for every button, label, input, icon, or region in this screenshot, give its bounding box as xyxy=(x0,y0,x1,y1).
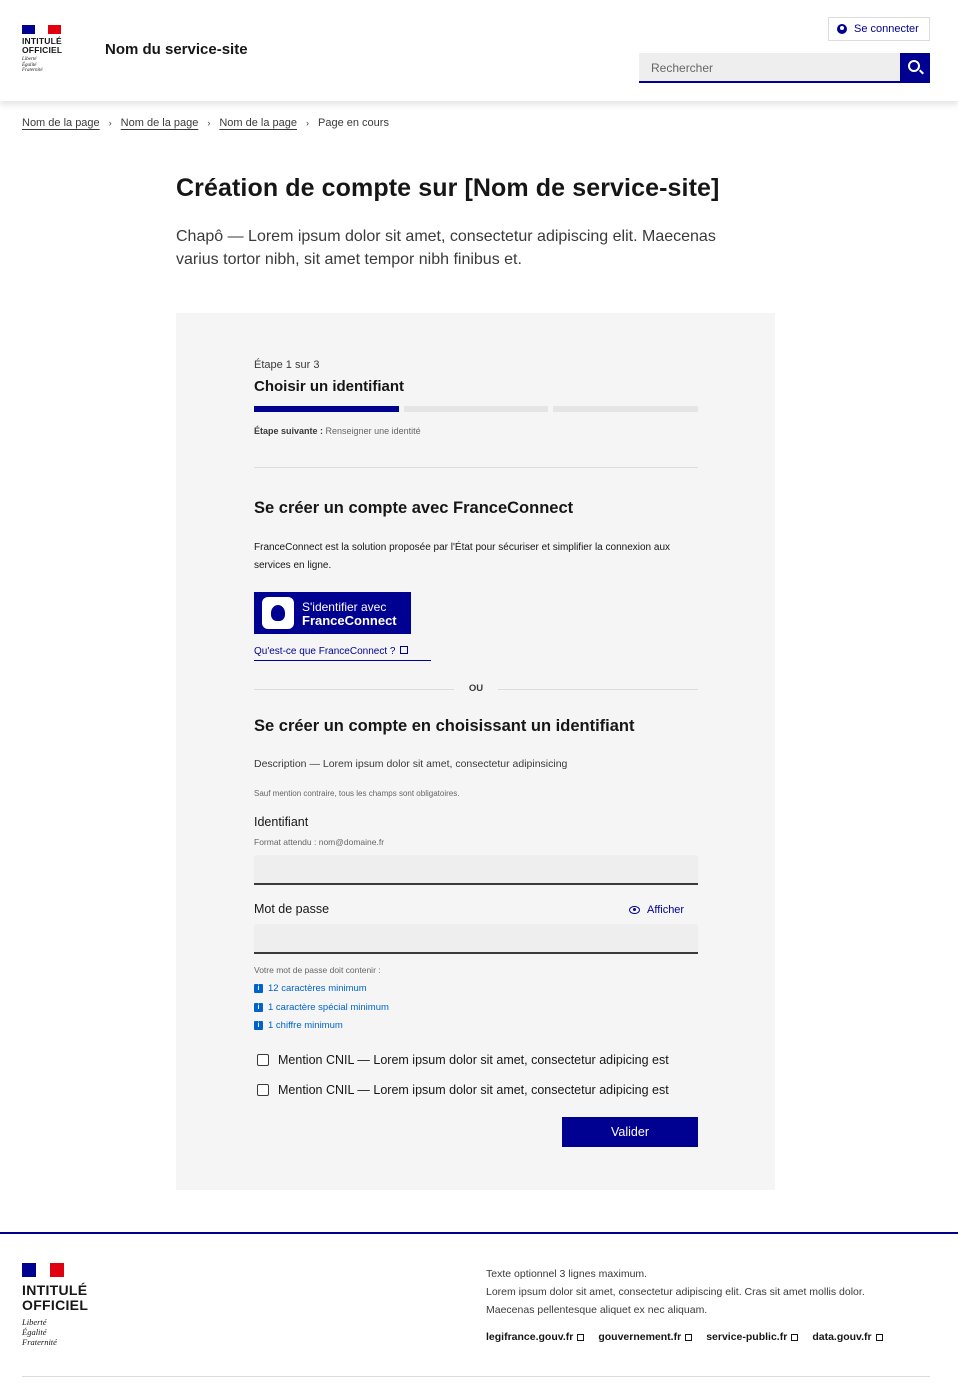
marianne-flag-icon xyxy=(22,25,61,34)
franceconnect-logo-icon xyxy=(262,597,294,629)
breadcrumb-current: Page en cours xyxy=(318,117,389,129)
password-rule-text: 1 chiffre minimum xyxy=(268,1020,343,1031)
footer-institution xyxy=(22,1283,88,1313)
eye-icon xyxy=(629,906,640,914)
motto-line: Liberté xyxy=(22,57,37,62)
franceconnect-heading: Se créer un compte avec FranceConnect xyxy=(254,499,574,517)
footer-links xyxy=(486,1331,897,1343)
footer-link-label: legifrance.gouv.fr xyxy=(486,1331,574,1343)
stepper-title: Choisir un identifiant xyxy=(254,378,404,395)
info-icon: i xyxy=(254,1003,263,1012)
stepper-next xyxy=(254,426,421,436)
divider xyxy=(254,689,454,690)
franceconnect-button-line1: S'identifier avec xyxy=(302,600,387,614)
footer-top-border xyxy=(0,1232,958,1234)
footer-motto xyxy=(22,1317,57,1347)
motto-line: Égalité xyxy=(22,1327,47,1337)
footer-text-line: Texte optionnel 3 lignes maximum. xyxy=(486,1268,648,1280)
site-header xyxy=(0,0,958,101)
breadcrumb-link[interactable]: Nom de la page xyxy=(22,117,100,129)
cnil-checkbox-label: Mention CNIL — Lorem ipsum dolor sit amet, consectetur adipicing est xyxy=(278,1053,669,1067)
footer-bottom-divider xyxy=(22,1376,930,1377)
external-link-icon xyxy=(400,646,408,654)
chevron-right-icon: › xyxy=(108,118,112,128)
external-link-icon xyxy=(876,1334,883,1341)
footer-text xyxy=(486,1265,926,1319)
form-heading: Se créer un compte en choisissant un identifiant xyxy=(254,717,635,735)
footer-link-legifrance[interactable] xyxy=(486,1331,584,1343)
institution-line: OFFICIEL xyxy=(22,1297,89,1313)
checkbox-box[interactable] xyxy=(257,1084,269,1096)
show-password-label: Afficher xyxy=(647,904,685,916)
separator-label: OU xyxy=(468,683,484,694)
stepper-segment xyxy=(404,406,549,412)
page-title: Création de compte sur [Nom de service-site] xyxy=(176,174,720,202)
franceconnect-button[interactable] xyxy=(254,592,411,634)
institution-line: INTITULÉ xyxy=(22,36,62,46)
footer-text-line: Lorem ipsum dolor sit amet, consectetur adipiscing elit. Cras sit amet mollis dolor. xyxy=(486,1286,865,1298)
chevron-right-icon: › xyxy=(306,118,310,128)
external-link-icon xyxy=(791,1334,798,1341)
stepper-count: Étape 1 sur 3 xyxy=(254,359,320,371)
info-icon: i xyxy=(254,984,263,993)
identifier-hint: Format attendu : nom@domaine.fr xyxy=(254,837,385,847)
search-button[interactable] xyxy=(900,53,930,83)
external-link-icon xyxy=(685,1334,692,1341)
login-label: Se connecter xyxy=(854,23,919,35)
stepper-next-value: Renseigner une identité xyxy=(325,426,421,436)
motto-line: Fraternité xyxy=(22,1337,57,1347)
cnil-checkbox-label: Mention CNIL — Lorem ipsum dolor sit amet, consectetur adipicing est xyxy=(278,1083,669,1097)
franceconnect-text: FranceConnect est la solution proposée par l'État pour sécuriser et simplifier la connexion aux services en ligne. xyxy=(254,542,671,571)
login-button[interactable] xyxy=(828,17,930,41)
franceconnect-info-link[interactable] xyxy=(254,646,431,661)
header-motto xyxy=(22,57,43,74)
user-icon xyxy=(837,24,847,34)
external-link-icon xyxy=(577,1334,584,1341)
header-institution xyxy=(22,37,62,55)
breadcrumb xyxy=(22,117,389,129)
identifier-label: Identifiant xyxy=(254,815,309,829)
page-lead: Chapô — Lorem ipsum dolor sit amet, consectetur adipiscing elit. Maecenas varius tortor nibh, sit amet tempor nibh finibus et. xyxy=(176,228,716,268)
institution-line: OFFICIEL xyxy=(22,45,63,55)
stepper-segment xyxy=(553,406,698,412)
divider xyxy=(498,689,698,690)
footer-link-service-public[interactable] xyxy=(706,1331,798,1343)
footer-link-label: gouvernement.fr xyxy=(598,1331,682,1343)
password-input[interactable] xyxy=(254,924,698,954)
password-rule-text: 12 caractères minimum xyxy=(268,983,367,994)
info-icon: i xyxy=(254,1021,263,1030)
motto-line: Égalité xyxy=(22,62,37,68)
password-label: Mot de passe xyxy=(254,902,330,916)
footer-text-line: Maecenas pellentesque aliquet ex nec aliquam. xyxy=(486,1304,708,1316)
identifier-input[interactable] xyxy=(254,855,698,885)
cnil-checkbox[interactable] xyxy=(257,1083,669,1097)
cnil-checkbox[interactable] xyxy=(257,1053,669,1067)
stepper-segment xyxy=(254,406,399,412)
password-rule xyxy=(254,1020,343,1031)
password-rules-intro: Votre mot de passe doit contenir : xyxy=(254,965,381,975)
checkbox-box[interactable] xyxy=(257,1054,269,1066)
mandatory-notice: Sauf mention contraire, tous les champs sont obligatoires. xyxy=(254,789,460,798)
institution-line: INTITULÉ xyxy=(22,1282,88,1298)
password-rule-text: 1 caractère spécial minimum xyxy=(268,1002,389,1013)
marianne-flag-icon xyxy=(22,1263,64,1277)
breadcrumb-link[interactable]: Nom de la page xyxy=(120,117,199,129)
breadcrumb-link[interactable]: Nom de la page xyxy=(219,117,298,129)
footer-link-data-gouv[interactable] xyxy=(812,1331,882,1343)
franceconnect-info-label: Qu'est-ce que FranceConnect ? xyxy=(254,646,396,657)
motto-line: Fraternité xyxy=(22,68,43,73)
service-name-link[interactable]: Nom du service-site xyxy=(105,41,248,58)
chevron-right-icon: › xyxy=(207,118,211,128)
form-description: Description — Lorem ipsum dolor sit amet, consectetur adipinsicing xyxy=(254,758,568,770)
search-input[interactable]: Rechercher xyxy=(639,53,900,83)
password-rule xyxy=(254,1002,389,1013)
divider xyxy=(254,467,698,468)
footer-link-label: service-public.fr xyxy=(706,1331,788,1343)
motto-line: Liberté xyxy=(22,1317,47,1327)
stepper-next-label: Étape suivante : xyxy=(254,426,324,436)
show-password-toggle[interactable] xyxy=(629,904,684,916)
footer-link-gouvernement[interactable] xyxy=(598,1331,692,1343)
password-rule xyxy=(254,983,367,994)
franceconnect-button-line2: FranceConnect xyxy=(302,613,397,628)
footer-link-label: data.gouv.fr xyxy=(812,1331,872,1343)
submit-button[interactable]: Valider xyxy=(562,1117,698,1147)
